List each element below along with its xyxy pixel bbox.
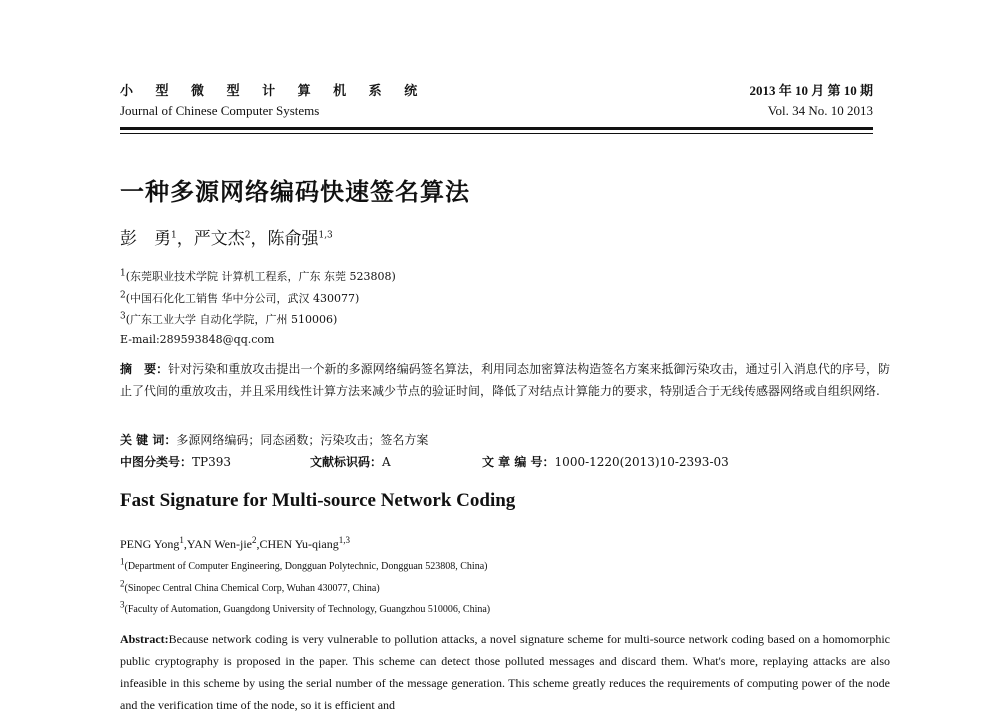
issue-info-cn: 2013 年 10 月 第 10 期: [749, 83, 873, 98]
abstract-en: [120, 628, 890, 716]
abstract-text-en: Because network coding is very vulnerable to pollution attacks, a novel signature scheme for multi-source network coding based on a homomorphic public cryptography is proposed in the paper. This scheme can detect those polluted messages and discard them. What's more, replaying attacks are also infeasible in this scheme by using the serial number of the message generation. This scheme greatly reduces the requirements of computing power of the node and the verification time of the node, so it is efficient and: [120, 632, 890, 712]
journal-name-en: Journal of Chinese Computer Systems: [120, 103, 320, 118]
abstract-cn: [120, 358, 890, 402]
affiliation-mark: 1: [120, 556, 125, 567]
paper-title-cn: 一种多源网络编码快速签名算法: [120, 178, 470, 206]
abstract-text-cn: 针对污染和重放攻击提出一个新的多源网络编码签名算法，利用同态加密算法构造签名方案来抵御污染攻击，通过引入消息代的序号，防止了代间的重放攻击，并且采用线性计算方法来减少节点的验证时间，降低了对结点计算能力的要求，特别适合于无线传感器网络或自组织网络.: [120, 362, 890, 398]
affiliation-mark: 3: [120, 311, 126, 322]
author-list-cn: 彭 勇$^1$，严文杰$^2$，陈俞强$^{1,3}$: [120, 229, 333, 249]
header-rule-thick: [120, 127, 873, 130]
affiliation-cn: $^2$(中国石化化工销售 华中分公司，武汉 430077): [120, 290, 360, 305]
author-name: 彭 勇: [120, 229, 171, 249]
doc-code-value: A: [382, 455, 391, 469]
author-affiliation-mark: 1,3: [318, 230, 333, 241]
affiliation-mark: 2: [120, 290, 126, 301]
paper-title-en: Fast Signature for Multi-source Network Coding: [120, 490, 516, 511]
author-name: 严文杰: [193, 229, 245, 249]
clc-label: 中图分类号：: [120, 455, 193, 469]
author-email: E-mail:289593848@qq.com: [120, 333, 275, 346]
doc-code-label: 文献标识码：: [310, 455, 383, 469]
keywords-text: 多源网络编码；同态函数；污染攻击；签名方案: [176, 433, 429, 447]
clc-value: TP393: [192, 455, 231, 469]
author-name: 陈俞强: [267, 229, 319, 249]
author-name: CHEN Yu-qiang: [259, 537, 339, 551]
classification-row: [120, 453, 729, 470]
author-affiliation-mark: 1,3: [338, 535, 350, 545]
author-affiliation-mark: 2: [252, 535, 257, 545]
affiliation-mark: 1: [120, 268, 126, 279]
abstract-label-en: Abstract:: [120, 632, 169, 646]
issue-info-en: Vol. 34 No. 10 2013: [767, 103, 873, 118]
article-no-value: 1000-1220(2013)10-2393-03: [554, 455, 729, 469]
author-affiliation-mark: 2: [244, 230, 251, 241]
header-rule-thin: [120, 133, 873, 134]
abstract-label-cn: 摘 要：: [120, 362, 169, 376]
affiliation-cn: $^3$(广东工业大学 自动化学院，广州 510006): [120, 311, 338, 326]
author-affiliation-mark: 1: [179, 535, 184, 545]
author-name: YAN Wen-jie: [186, 537, 252, 551]
affiliation-en: $^3$(Faculty of Automation, Guangdong University of Technology, Guangzhou 510006, China): [120, 599, 491, 615]
author-name: PENG Yong: [120, 537, 180, 551]
affiliation-en: $^2$(Sinopec Central China Chemical Corp, Wuhan 430077, China): [120, 578, 380, 594]
keywords-label: 关 键 词：: [120, 433, 177, 447]
keywords-cn: [120, 431, 428, 448]
journal-name-cn: 小 型 微 型 计 算 机 系 统: [120, 84, 427, 99]
affiliation-cn: $^1$(东莞职业技术学院 计算机工程系，广东 东莞 523808): [120, 268, 396, 283]
affiliation-en: $^1$(Department of Computer Engineering, Dongguan Polytechnic, Dongguan 523808, China): [120, 556, 488, 572]
article-no-label: 文 章 编 号：: [482, 455, 555, 469]
author-affiliation-mark: 1: [171, 230, 177, 241]
affiliation-mark: 3: [120, 599, 125, 610]
author-list-en: PENG Yong$^1$,YAN Wen-jie$^2$,CHEN Yu-qiang$^{1,3}$: [120, 535, 350, 551]
affiliation-mark: 2: [120, 578, 125, 589]
